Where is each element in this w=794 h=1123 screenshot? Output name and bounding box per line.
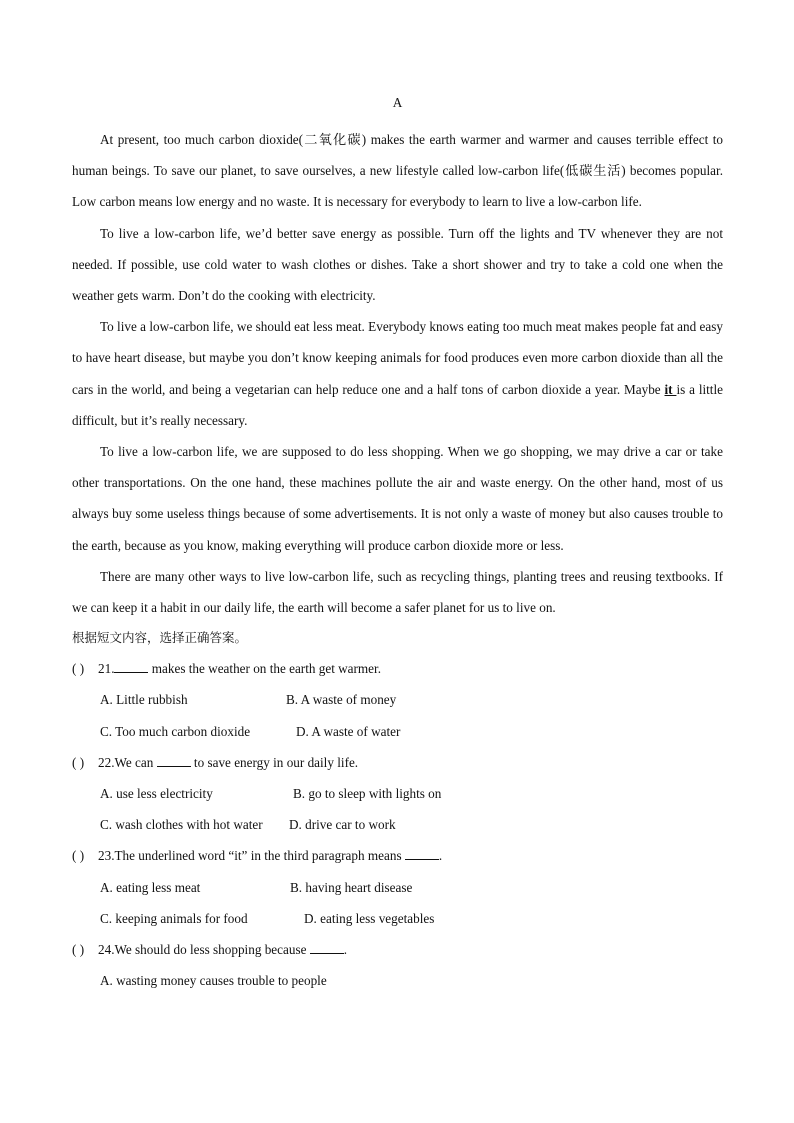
- option-d[interactable]: D. A waste of water: [296, 723, 401, 739]
- paragraph-3-part-1: To live a low-carbon life, we should eat less meat. Everybody knows eating too much meat makes people fat and easy to have heart disease, but maybe you don’t know keeping animals for food produces even more carbon dioxide than all the cars in the world, and being a vegetarian can help reduce one and a half tons of carbon dioxide a year. Maybe: [72, 319, 723, 397]
- option-c[interactable]: C. wash clothes with hot water: [100, 817, 263, 833]
- paragraph-3-part-2: is a little difficult, but it’s really necessary.: [72, 381, 723, 428]
- answer-blank: [405, 847, 439, 860]
- option-a[interactable]: A. Little rubbish: [100, 692, 188, 708]
- answer-paren[interactable]: ( ): [72, 661, 85, 677]
- answer-paren[interactable]: ( ): [72, 754, 85, 770]
- question-22-options-row-1: [72, 778, 723, 809]
- answer-blank: [310, 941, 344, 954]
- answer-paren[interactable]: ( ): [72, 848, 85, 864]
- answer-blank: [114, 660, 148, 673]
- underlined-word-it: it: [664, 381, 677, 397]
- option-b[interactable]: B. go to sleep with lights on: [293, 786, 442, 802]
- instruction-text: 根据短文内容，选择正确答案。: [72, 630, 248, 646]
- question-24: [72, 934, 723, 965]
- option-a[interactable]: A. use less electricity: [100, 786, 213, 802]
- document-page: [72, 93, 723, 996]
- question-22: [72, 747, 723, 778]
- answer-blank: [157, 754, 191, 767]
- option-b[interactable]: B. A waste of money: [286, 692, 397, 708]
- question-text: to save energy in our daily life.: [190, 754, 359, 770]
- paragraph-1: At present, too much carbon dioxide(二氧化碳) makes the earth warmer and warmer and causes terrible effect to human beings. To save our planet, to save ourselves, a new lifestyle called low-carbon life(低碳生活) becomes popular. Low carbon means low energy and no waste. It is necessary for everybody to learn to live a low-carbon life.: [72, 132, 723, 210]
- option-a[interactable]: A. eating less meat: [100, 879, 201, 895]
- question-number: 23.The underlined word “it” in the third paragraph means: [98, 848, 405, 864]
- question-21-options-row-1: [72, 684, 723, 715]
- paragraph-4: To live a low-carbon life, we are supposed to do less shopping. When we go shopping, we may drive a car or take other transportations. On the one hand, these machines pollute the air and waste energy. On the other hand, most of us always buy some useless things because of some advertisements. It is not only a waste of money but also causes trouble to the earth, because as you know, making everything will produce carbon dioxide more or less.: [72, 444, 723, 553]
- option-a[interactable]: A. wasting money causes trouble to people: [100, 973, 327, 989]
- paragraph-2: To live a low-carbon life, we’d better save energy as possible. Turn off the lights and TV whenever they are not needed. If possible, use cold water to wash clothes or dishes. Take a short shower and try to take a cold one when the weather gets warm. Don’t do the cooking with electricity.: [72, 225, 723, 304]
- question-21-options-row-2: [72, 716, 723, 747]
- option-d[interactable]: D. eating less vegetables: [304, 910, 435, 926]
- question-24-options-row-1: [72, 965, 723, 996]
- question-23: [72, 840, 723, 871]
- paragraph-3: [72, 311, 723, 436]
- answer-paren[interactable]: ( ): [72, 942, 85, 958]
- option-c[interactable]: C. Too much carbon dioxide: [100, 723, 251, 739]
- question-text: .: [438, 848, 443, 864]
- option-b[interactable]: B. having heart disease: [290, 879, 413, 895]
- option-c[interactable]: C. keeping animals for food: [100, 910, 248, 926]
- question-21: [72, 653, 723, 684]
- question-text: makes the weather on the earth get warmer.: [148, 661, 381, 677]
- question-23-options-row-2: [72, 903, 723, 934]
- question-number: 24.We should do less shopping because: [98, 942, 310, 958]
- question-23-options-row-1: [72, 872, 723, 903]
- question-text: .: [343, 942, 348, 958]
- paragraph-5: There are many other ways to live low-carbon life, such as recycling things, planting trees and reusing textbooks. If we can keep it a habit in our daily life, the earth will become a safer planet for us to live on.: [72, 568, 723, 616]
- question-22-options-row-2: [72, 809, 723, 840]
- question-number: 22.We can: [98, 754, 157, 770]
- question-number: 21.: [98, 661, 115, 677]
- passage-title: A: [392, 95, 403, 110]
- option-d[interactable]: D. drive car to work: [289, 817, 396, 833]
